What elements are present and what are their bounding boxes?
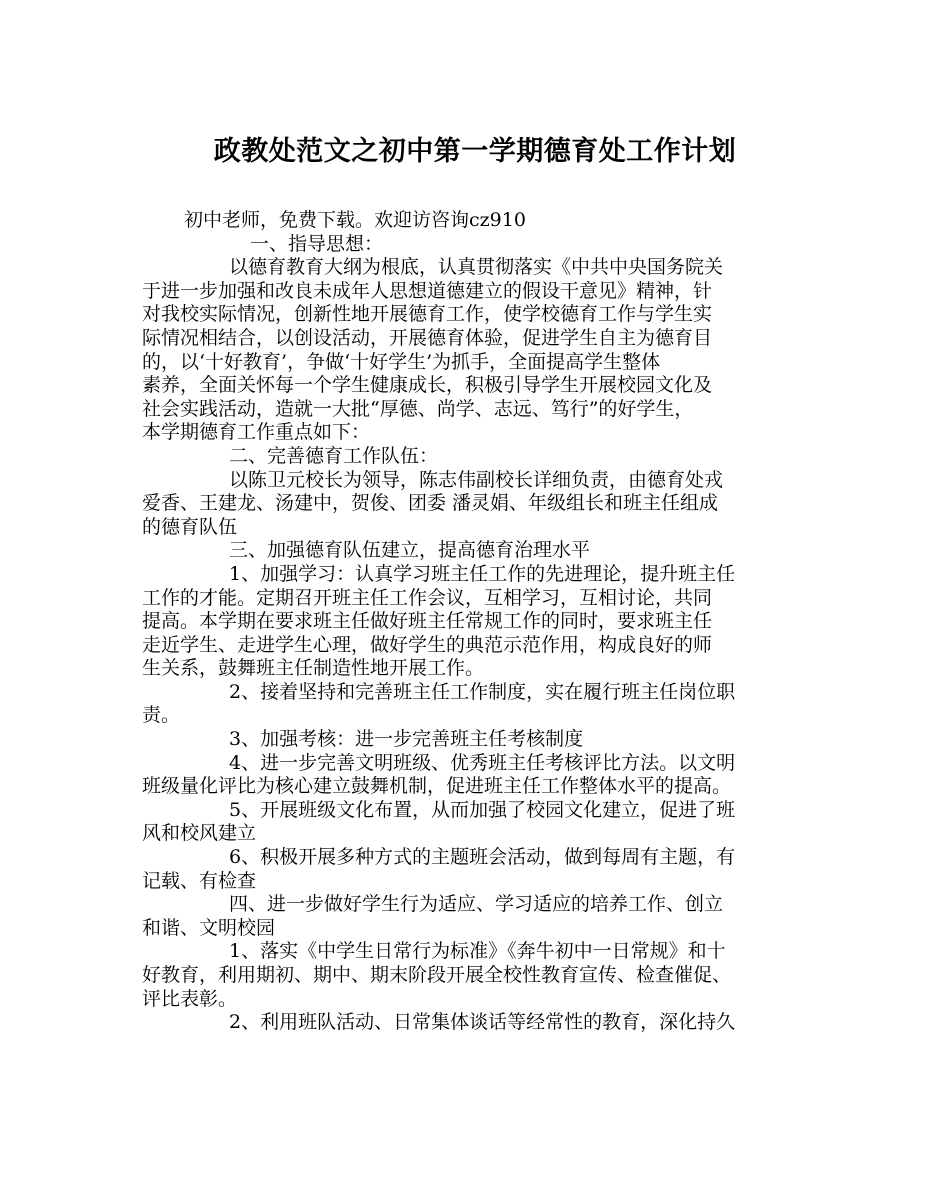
text-line: 一、指导思想： xyxy=(250,232,384,255)
text-line: 社会实践活动，造就一大批“厚德、尚学、志远、笃行”的好学生， xyxy=(142,397,694,420)
text-line: 1、加强学习：认真学习班主任工作的先进理论，提升班主任 xyxy=(229,562,736,585)
text-line: 风和校风建立 xyxy=(142,822,257,845)
document-body xyxy=(142,209,822,1035)
text-line: 2、利用班队活动、日常集体谈话等经常性的教育，深化持久 xyxy=(229,1011,736,1034)
text-line: 本学期德育工作重点如下： xyxy=(142,421,371,444)
text-line: 4、进一步完善文明班级、优秀班主任考核评比方法。以文明 xyxy=(229,751,736,774)
text-line: 初中老师，免费下载。欢迎访咨询cz910 xyxy=(184,209,526,231)
text-line: 2、接着坚持和完善班主任工作制度，实在履行班主任岗位职 xyxy=(229,680,736,703)
text-line: 际情况相结合，以创设活动，开展德育体验，促进学生自主为德育目 xyxy=(142,326,713,349)
text-line: 3、加强考核：进一步完善班主任考核制度 xyxy=(229,728,584,751)
text-line: 班级量化评比为核心建立鼓舞机制，促进班主任工作整体水平的提高。 xyxy=(142,775,732,798)
text-line: 5、开展班级文化布置，从而加强了校园文化建立，促进了班 xyxy=(229,798,736,821)
text-line: 生关系，鼓舞班主任制造性地开展工作。 xyxy=(142,657,485,680)
text-line: 6、积极开展多种方式的主题班会活动，做到每周有主题，有 xyxy=(229,846,736,869)
text-line: 1、落实《中学生日常行为标准》《奔牛初中一日常规》和十 xyxy=(229,940,726,963)
text-line: 于进一步加强和改良未成年人思想道德建立的假设干意见》精神，针 xyxy=(142,279,713,302)
text-line: 的，以‘十好教育’，争做‘十好学生’为抓手，全面提高学生整体 xyxy=(142,350,661,373)
text-line: 的德育队伍 xyxy=(142,515,238,538)
text-line: 以陈卫元校长为领导，陈志伟副校长详细负责，由德育处戎 xyxy=(229,468,724,491)
text-line: 记载、有检查 xyxy=(142,869,257,892)
text-line: 走近学生、走进学生心理，做好学生的典范示范作用，构成良好的师 xyxy=(142,633,713,656)
text-line: 三、加强德育队伍建立，提高德育治理水平 xyxy=(229,539,591,562)
document-title: 政教处范文之初中第一学期德育处工作计划 xyxy=(213,136,737,167)
text-line: 以德育教育大纲为根底，认真贯彻落实《中共中央国务院关 xyxy=(229,256,724,279)
text-line: 对我校实际情况，创新性地开展德育工作，使学校德育工作与学生实 xyxy=(142,303,713,326)
text-line: 爱香、王建龙、汤建中，贺俊、团委 潘灵娟、年级组长和班主任组成 xyxy=(142,492,719,515)
text-line: 二、完善德育工作队伍： xyxy=(229,444,439,467)
text-line: 评比表彰。 xyxy=(142,987,238,1010)
text-line: 素养，全面关怀每一个学生健康成长，积极引导学生开展校园文化及 xyxy=(142,374,713,397)
text-line: 提高。本学期在要求班主任做好班主任常规工作的同时，要求班主任 xyxy=(142,610,713,633)
text-line: 工作的才能。定期召开班主任工作会议，互相学习，互相讨论，共同 xyxy=(142,586,713,609)
text-line: 和谐、文明校园 xyxy=(142,916,276,939)
text-line: 四、进一步做好学生行为适应、学习适应的培养工作、创立 xyxy=(229,893,724,916)
text-line: 责。 xyxy=(142,704,181,727)
text-line: 好教育，利用期初、期中、期末阶段开展全校性教育宣传、检查催促、 xyxy=(142,964,732,986)
